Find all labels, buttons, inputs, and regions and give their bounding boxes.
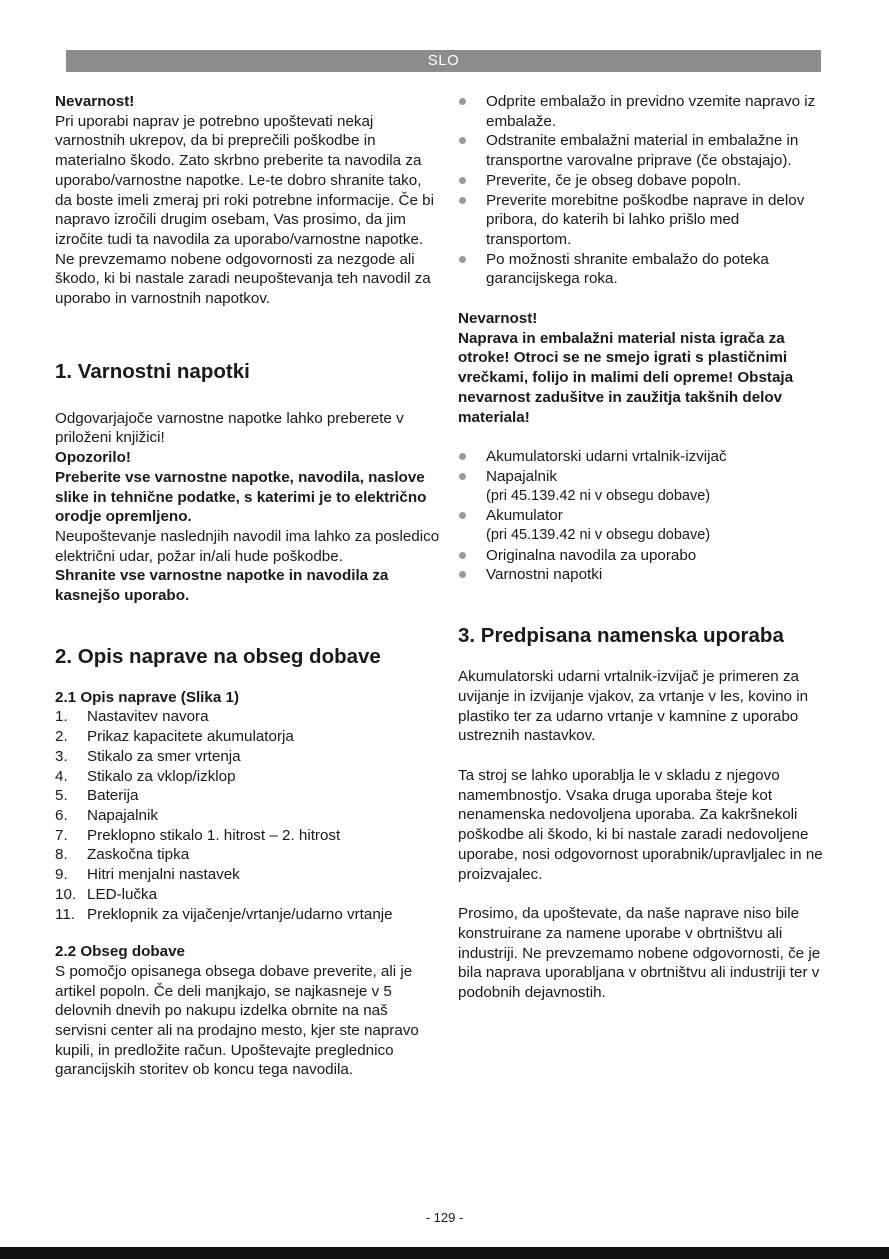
parts-list-item: 11. Preklopnik za vijačenje/vrtanje/udarno vrtanje: [55, 905, 393, 923]
danger-heading: Nevarnost!: [55, 93, 135, 110]
parts-list-item: 8. Zaskočna tipka: [55, 846, 190, 864]
list-item-note: (pri 45.139.42 ni v obsegu dobave): [486, 487, 711, 504]
list-item: Preverite morebitne poškodbe naprave in delov pribora, do katerih bi lahko prišlo med transportom.: [458, 191, 828, 250]
section-1-title: 1. Varnostni napotki: [55, 359, 250, 383]
bullet-icon: [459, 552, 466, 559]
language-header-bar: [66, 50, 821, 72]
parts-list-item: 6. Napajalnik: [55, 806, 158, 824]
warning-bold-text: Preberite vse varnostne napotke, navodila, naslove slike in tehnične podatke, s katerimi je to električno orodje opremljeno.: [55, 468, 427, 526]
list-item: Po možnosti shranite embalažo do poteka garancijskega roka.: [458, 250, 828, 289]
list-item: Preverite, če je obseg dobave popoln.: [458, 171, 828, 191]
bullet-icon: [459, 512, 466, 519]
list-item: Odprite embalažo in previdno vzemite napravo iz embalaže.: [458, 92, 828, 131]
scope-of-delivery-list: [458, 447, 828, 585]
right-column: [458, 92, 828, 1003]
language-label: SLO: [427, 52, 460, 69]
section-2-2-title: 2.2 Obseg dobave: [55, 943, 185, 961]
danger-text: Pri uporabi naprav je potrebno upoštevati nekaj varnostnih ukrepov, da bi preprečili poškodbe in materialno škodo. Zato skrbno preberite ta navodila za uporabo/varnostne napotke. Le-te dobro shranite tako, da boste imeli zmeraj pri roki potrebne informacije. Če bi napravo izročili drugim osebam, Vas prosimo, da jim izročite tudi ta navodila za uporabo/varnostne napotke. Ne prevzemamo nobene odgovornosti za nezgode ali škodo, ki bi nastale zaradi neupoštevanja teh navodil za uporabo in varnostnih napotkov.: [55, 112, 435, 308]
section-2-title: 2. Opis naprave na obseg dobave: [55, 644, 381, 668]
parts-list-item: 2. Prikaz kapacitete akumulatorja: [55, 728, 294, 746]
parts-list-item: 7. Preklopno stikalo 1. hitrost – 2. hitrost: [55, 826, 341, 844]
list-item: Originalna navodila za uporabo: [458, 546, 828, 566]
parts-list-item: 9. Hitri menjalni nastavek: [55, 866, 240, 884]
list-item: Akumulatorski udarni vrtalnik-izvijač: [458, 447, 828, 467]
bullet-icon: [459, 571, 466, 578]
section-3-paragraph-2: Ta stroj se lahko uporablja le v skladu z njegovo namembnostjo. Vsaka druga uporaba šteje kot nenamenska nedovoljena uporaba. Za kakršnekoli poškodbe ali škodo, ki bi nastale zaradi nedovoljene uporabe, nosi odgovornost uporabnik/upravljalec in ne proizvajalec.: [458, 766, 823, 883]
section-3-paragraph-1: Akumulatorski udarni vrtalnik-izvijač je primeren za uvijanje in izvijanje vjakov, za vrtanje v les, kovino in plastiko ter za udarno vrtanje v kamnine z uporabo ustreznih nastavkov.: [458, 668, 809, 745]
bottom-rule: [0, 1247, 889, 1259]
bullet-icon: [459, 473, 466, 480]
section-3-paragraph-3: Prosimo, da upoštevate, da naše naprave niso bile konstruirane za namene uporabe v obrtništvu ali industriji. Ne prevzemamo nobene odgovornosti, če je bila naprava uporabljana v obrtništvu ali industriji ter v podobnih dejavnostih.: [458, 905, 821, 1002]
warning-text: Neupoštevanje naslednjih navodil ima lahko za posledico električni udar, požar in/ali hude poškodbe.: [55, 527, 440, 565]
bullet-icon: [459, 197, 466, 204]
parts-list-item: 3. Stikalo za smer vrtenja: [55, 747, 241, 765]
bullet-icon: [459, 453, 466, 460]
section-2-1-title: 2.1 Opis naprave (Slika 1): [55, 688, 240, 706]
bullet-icon: [459, 177, 466, 184]
section-3-title: 3. Predpisana namenska uporaba: [458, 624, 784, 648]
list-item: Odstranite embalažni material in embalažne in transportne varovalne priprave (če obstajajo).: [458, 131, 828, 170]
section-2-2-text: S pomočjo opisanega obsega dobave preverite, ali je artikel popoln. Če deli manjkajo, se najkasneje v 5 delovnih dnevih po nakupu izdelka obrnite na naš servisni center ali na prodajno mesto, kjer ste napravo kupili, in predložite račun. Upoštevajte preglednico garancijskih storitev ob koncu tega navodila.: [55, 962, 419, 1079]
parts-list-item: 10. LED-lučka: [55, 885, 158, 903]
parts-list: [55, 707, 440, 924]
keep-instructions-text: Shranite vse varnostne napotke in navodila za kasnejšo uporabo.: [55, 567, 389, 605]
parts-list-item: 1. Nastavitev navora: [55, 708, 209, 726]
bullet-icon: [459, 256, 466, 263]
unpacking-list: [458, 92, 828, 289]
danger-2-text: Naprava in embalažni material nista igrača za otroke! Otroci se ne smejo igrati s plastičnimi vrečkami, folijo in malimi deli opreme! Obstaja nevarnost zadušitve in zaužitja takšnih delov materiala!: [458, 329, 794, 426]
left-column: [55, 92, 440, 1080]
parts-list-item: 5. Baterija: [55, 787, 139, 805]
bullet-icon: [459, 137, 466, 144]
page-number: - 129 -: [425, 1210, 464, 1225]
parts-list-item: 4. Stikalo za vklop/izklop: [55, 767, 236, 785]
list-item: Napajalnik (pri 45.139.42 ni v obsegu dobave): [458, 467, 828, 506]
section-1-intro: Odgovarjajoče varnostne napotke lahko preberete v priloženi knjižici!: [55, 409, 404, 447]
list-item: Varnostni napotki: [458, 565, 828, 585]
warning-heading: Opozorilo!: [55, 449, 131, 467]
list-item-note: (pri 45.139.42 ni v obsegu dobave): [486, 527, 711, 544]
danger-2-heading: Nevarnost!: [458, 310, 538, 328]
bullet-icon: [459, 98, 466, 105]
list-item: Akumulator (pri 45.139.42 ni v obsegu dobave): [458, 506, 828, 545]
